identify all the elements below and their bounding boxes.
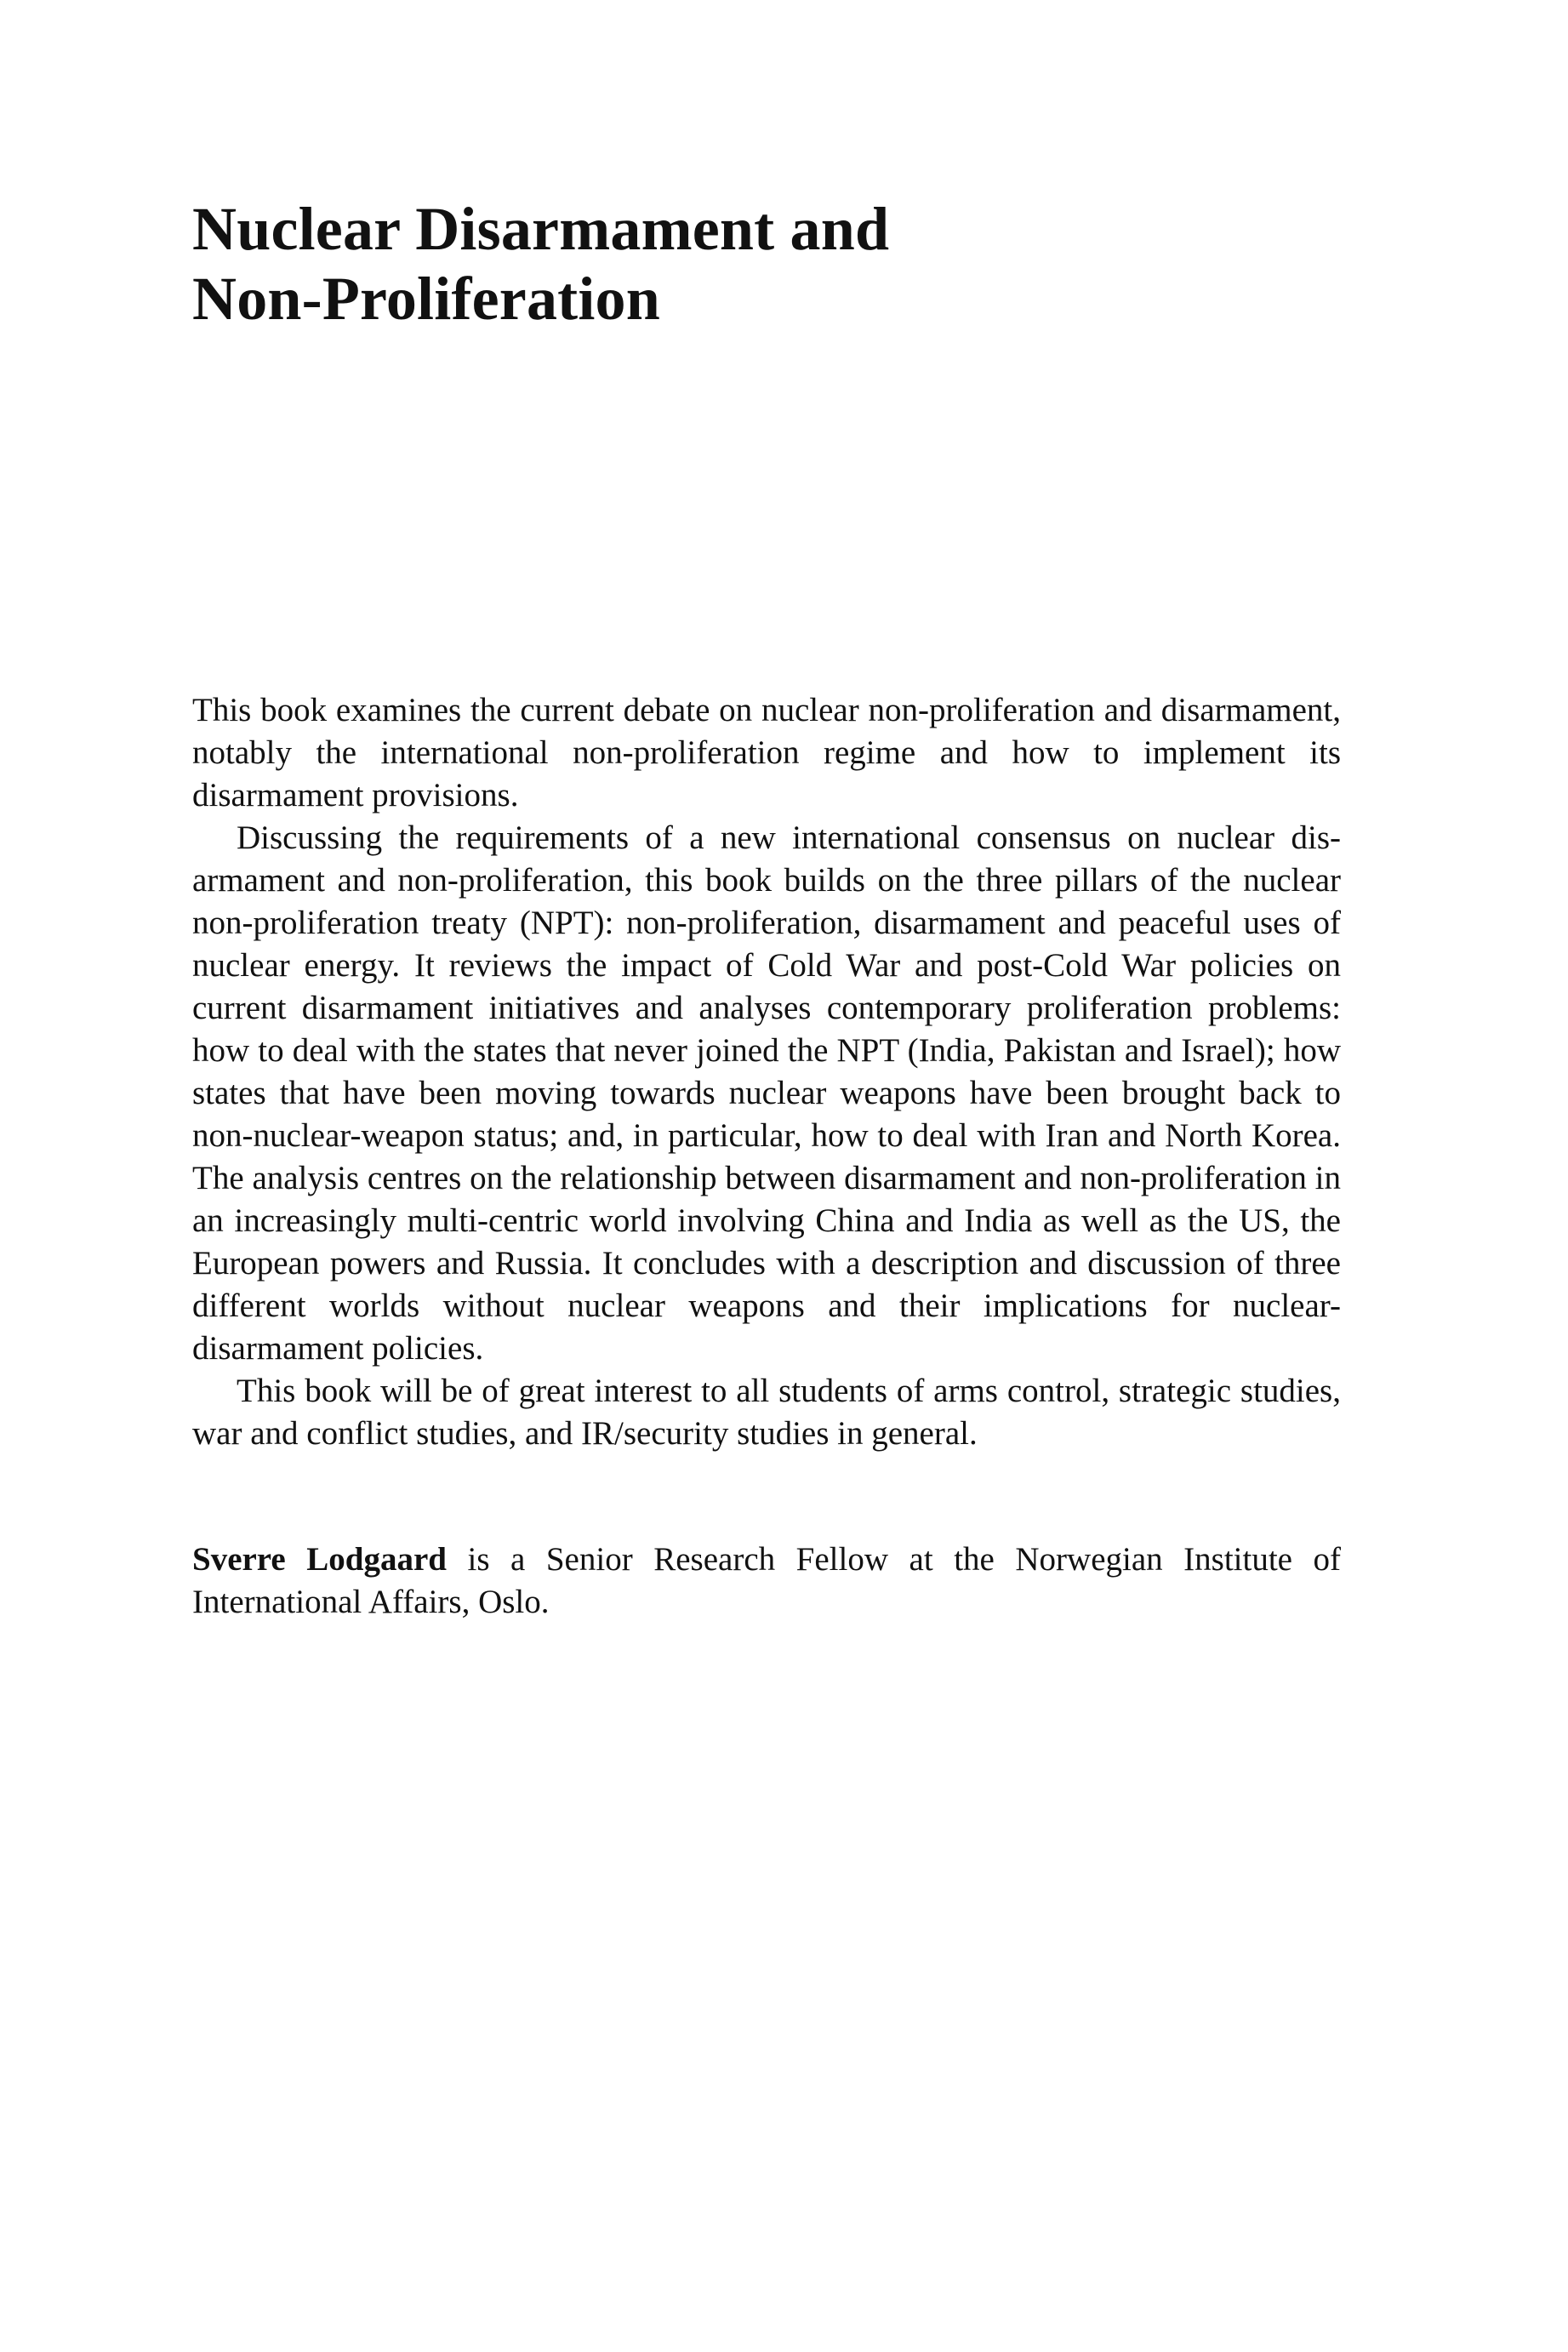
description-paragraph-2: Discussing the requirements of a new international consensus on nuclear disarmament and non-proliferation, this book builds on the three pillars of the nuclear non-proliferation treaty (NPT): non-proliferation, disarmament and peaceful uses of nuclear energy. It reviews the impact of Cold War and post-Cold War policies on current disarmament initiatives and analyses contemporary proliferation problems: how to deal with the states that never joined the NPT (India, Pakistan and Israel); how states that have been moving towards nuclear weapons have been brought back to non-nuclear-weapon status; and, in particular, how to deal with Iran and North Korea. The analysis centres on the relationship between disarmament and non-proliferation in an increasingly multi-centric world involving China and India as well as the US, the European powers and Russia. It concludes with a description and discussion of three different worlds without nuclear weapons and their implications for nuclear-disarmament policies. xyxy=(192,819,1341,1367)
author-name: Sverre Lodgaard xyxy=(192,1541,447,1578)
author-description: is a Senior Research Fellow at the Norwegian Institute of International Affairs, Oslo. xyxy=(192,1541,1342,1620)
author-bio xyxy=(192,1539,1341,1624)
book-description xyxy=(192,689,1341,1455)
book-title xyxy=(192,194,1383,334)
description-paragraph-3: This book will be of great interest to all students of arms control, strategic studies, war and conflict studies, and IR/security studies in general. xyxy=(192,1373,1341,1452)
description-paragraph-1: This book examines the current debate on nuclear non-proliferation and disarmament, notably the international non-proliferation regime and how to implement its disarmament provisions. xyxy=(192,692,1341,813)
book-title-line-2: Non-Proliferation xyxy=(192,265,660,333)
book-title-line-1: Nuclear Disarmament and xyxy=(192,195,890,263)
